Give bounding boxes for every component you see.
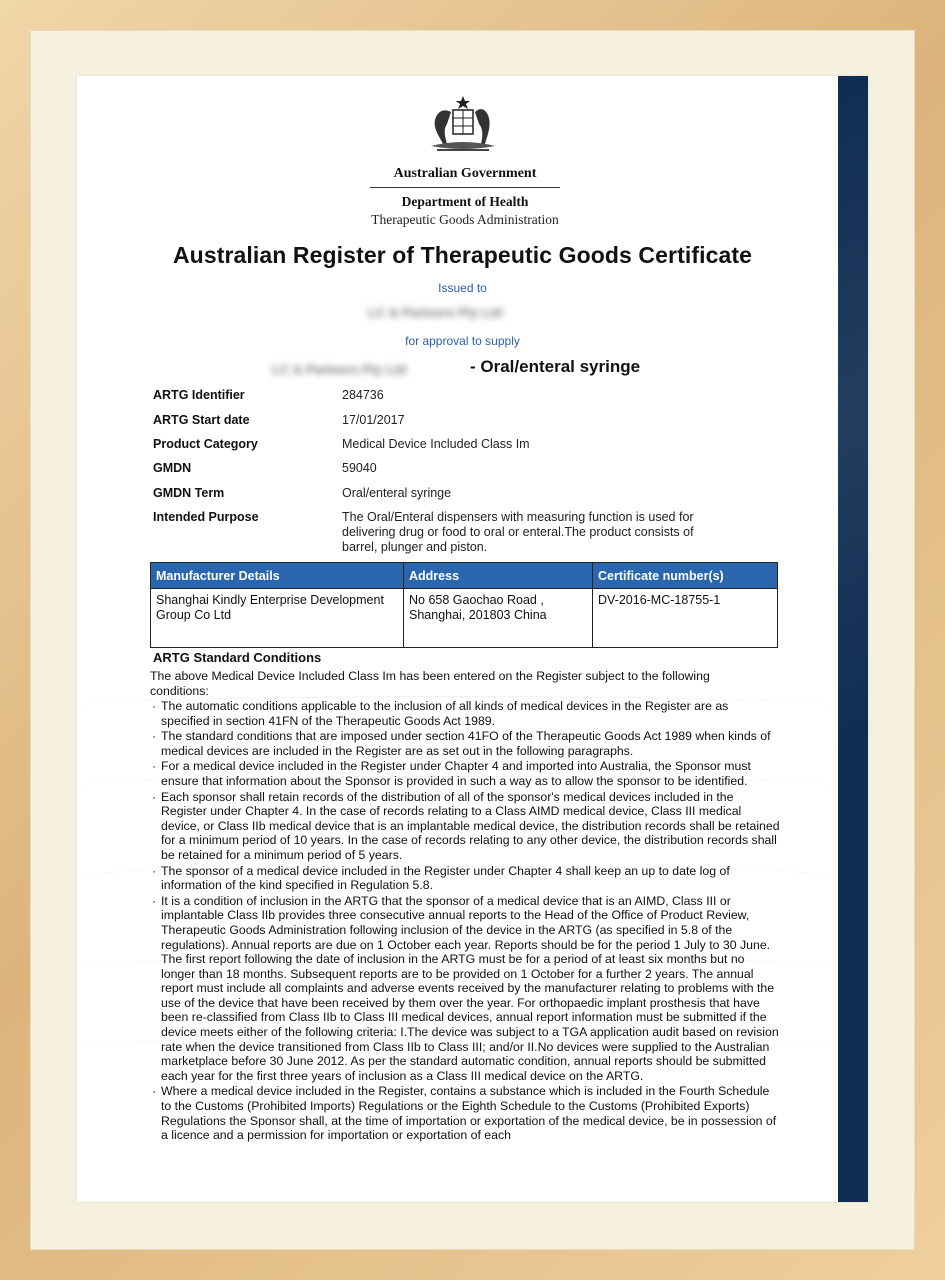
product-name: - Oral/enteral syringe [470, 357, 641, 376]
list-item: · The standard conditions that are imposed under section 41FO of the Therapeutic Goods Act 1989 when kinds of medical devices are included in the Register are as set out in the following paragraphs. [150, 729, 780, 758]
field-value: 59040 [342, 461, 377, 475]
field-value: 17/01/2017 [342, 413, 405, 427]
field-value: Medical Device Included Class Im [342, 437, 530, 451]
field-label: GMDN [153, 461, 192, 475]
header-divider [370, 187, 560, 188]
list-item: · Where a medical device included in the Register, contains a substance which is included in the Fourth Schedule to the Customs (Prohibited Imports) Regulations or the Eighth Schedule to the Customs (Prohibited Exports) Regulations the Sponsor shall, at the time of importation or exportation of the medical device, be in possession of a licence and a permission for importation or exportation of each [150, 1084, 780, 1142]
field-value: Oral/enteral syringe [342, 486, 452, 500]
product-sponsor-redacted: LC & Partners Pty Ltd [272, 362, 407, 377]
list-item: · The automatic conditions applicable to the inclusion of all kinds of medical devices in the Register are as specified in section 41FN of the Therapeutic Goods Act 1989. [150, 699, 780, 728]
field-label: Intended Purpose [153, 510, 259, 524]
issued-to-label: Issued to [438, 281, 487, 295]
field-value: 284736 [342, 388, 384, 402]
table-header: Address [404, 563, 593, 589]
field-label: GMDN Term [153, 486, 225, 500]
intended-purpose-value: The Oral/Enteral dispensers with measuring function is used for delivering drug or food to oral or enteral.The product consists of barrel, plunger and piston. [342, 510, 694, 554]
table-header: Manufacturer Details [151, 563, 404, 589]
coat-of-arms-icon [423, 94, 503, 156]
manufacturer-name: Shanghai Kindly Enterprise Development Group Co Ltd [151, 589, 404, 648]
conditions-heading: ARTG Standard Conditions [153, 650, 322, 665]
department-name: Department of Health [401, 194, 529, 209]
list-item: · Each sponsor shall retain records of the distribution of all of the sponsor's medical devices included in the Register under Chapter 4. In the case of records relating to a Class AIMD medical device, Class III medical device, or Class IIb medical device that is an implantable medical device, the distribution records shall be retained for a minimum period of 10 years. In the case of records relating to any other device, the distribution records shall be retained for a minimum period of 5 years. [150, 790, 780, 863]
approval-label: for approval to supply [405, 334, 520, 348]
table-header: Certificate number(s) [593, 563, 778, 589]
sponsor-name-redacted: LC & Partners Pty Ltd [368, 305, 503, 320]
manufacturer-table [150, 562, 778, 648]
government-name: Australian Government [393, 166, 537, 181]
manufacturer-address: No 658 Gaochao Road , Shanghai, 201803 China [404, 589, 593, 648]
field-label: ARTG Identifier [153, 388, 245, 402]
certificate-number: DV-2016-MC-18755-1 [593, 589, 778, 648]
table-row [151, 589, 778, 648]
side-band [838, 76, 868, 1202]
certificate-title: Australian Register of Therapeutic Goods Certificate [172, 242, 753, 268]
field-label: ARTG Start date [153, 413, 250, 427]
conditions-list [150, 699, 780, 1144]
list-item: · For a medical device included in the Register under Chapter 4 and imported into Australia, the Sponsor must ensure that information about the Sponsor is provided in such a way as to allow the sponsor to be identified. [150, 759, 780, 788]
agency-name: Therapeutic Goods Administration [371, 212, 559, 227]
list-item: · It is a condition of inclusion in the ARTG that the sponsor of a medical device that is an AIMD, Class III or implantable Class IIb provides three consecutive annual reports to the Head of the Office of Product Review, Therapeutic Goods Administration following inclusion of the device in the ARTG (as specified in 5.8 of the regulations). Annual reports are due on 1 October each year. Reports should be for the period 1 July to 30 June. The first report following the date of inclusion in the ARTG must be for a period of at least six months but no longer than 18 months. Subsequent reports are to be provided on 1 October for a further 2 years. The annual report must include all complaints and adverse events received by the manufacturer relating to problems with the use of the device that have been received by them over the year. For orthopaedic implant prosthesis that have been re-classified from Class IIb to Class III medical devices, annual report information must be submitted if the device meets either of the following criteria: I.The device was subject to a TGA application audit based on revision rate when the device transitioned from Class IIb to Class III; and/or II.No devices were supplied to the Australian marketplace before 30 June 2012. As per the standard automatic condition, annual reports should be submitted each year for the first three years of inclusion as a Class III medical device on the ARTG. [150, 894, 780, 1084]
conditions-intro: The above Medical Device Included Class Im has been entered on the Register subject to the following conditions: [150, 669, 710, 698]
field-label: Product Category [153, 437, 258, 451]
list-item: · The sponsor of a medical device included in the Register under Chapter 4 shall keep an up to date log of information of the kind specified in Regulation 5.8. [150, 864, 780, 893]
